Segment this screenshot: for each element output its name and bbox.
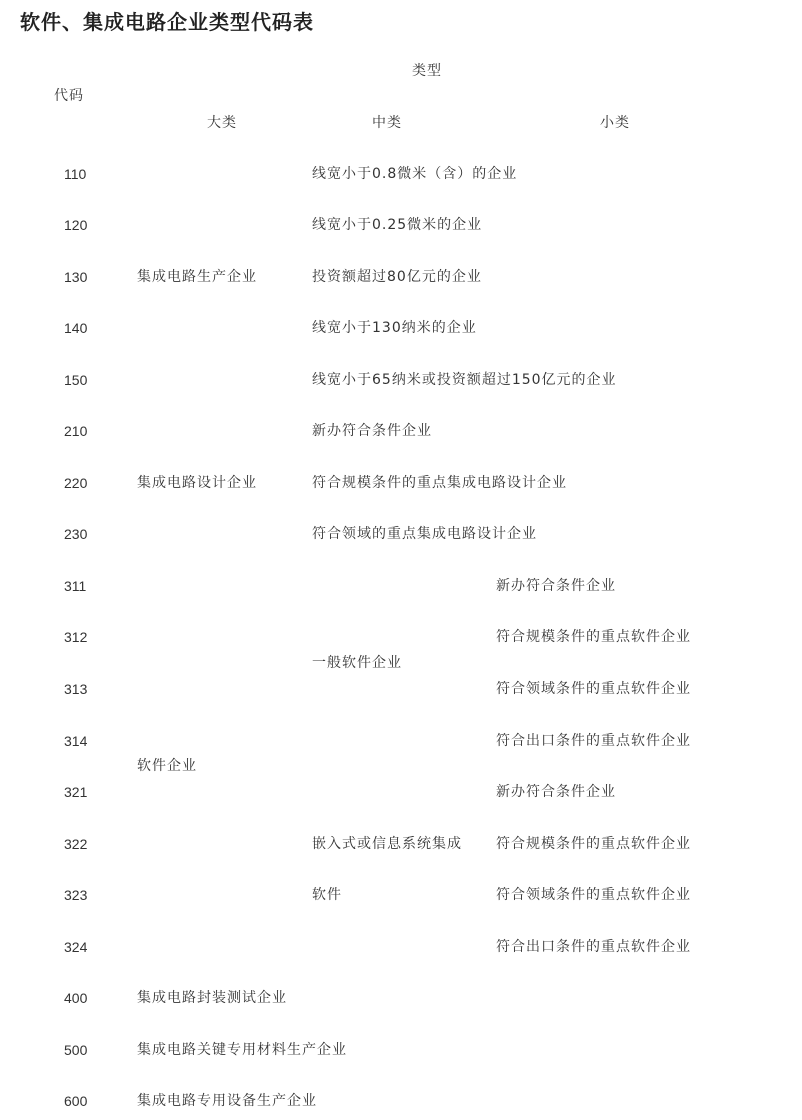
minor-category-cell: 符合出口条件的重点软件企业 bbox=[496, 733, 691, 749]
code-cell: 210 bbox=[64, 423, 88, 439]
code-cell: 322 bbox=[64, 836, 88, 852]
minor-category-cell: 符合规模条件的重点软件企业 bbox=[496, 836, 691, 852]
code-cell: 312 bbox=[64, 629, 88, 645]
code-cell: 140 bbox=[64, 320, 88, 336]
code-cell: 220 bbox=[64, 475, 88, 491]
code-cell: 120 bbox=[64, 217, 88, 233]
minor-category-cell: 新办符合条件企业 bbox=[496, 784, 616, 800]
code-cell: 323 bbox=[64, 887, 88, 903]
major-category-cell: 集成电路设计企业 bbox=[137, 475, 257, 491]
middle-category-cell: 线宽小于0.8微米（含）的企业 bbox=[312, 166, 518, 182]
middle-category-cell: 一般软件企业 bbox=[312, 655, 402, 671]
middle-category-cell: 符合领域的重点集成电路设计企业 bbox=[312, 526, 537, 542]
minor-category-cell: 符合领域条件的重点软件企业 bbox=[496, 681, 691, 697]
minor-category-cell: 新办符合条件企业 bbox=[496, 578, 616, 594]
code-cell: 311 bbox=[64, 578, 87, 594]
header-minor: 小类 bbox=[600, 115, 630, 131]
code-cell: 313 bbox=[64, 681, 88, 697]
minor-category-cell: 符合领域条件的重点软件企业 bbox=[496, 887, 691, 903]
code-cell: 600 bbox=[64, 1093, 88, 1109]
code-cell: 500 bbox=[64, 1042, 88, 1058]
code-cell: 314 bbox=[64, 733, 88, 749]
page-title: 软件、集成电路企业类型代码表 bbox=[20, 10, 314, 34]
middle-category-cell: 新办符合条件企业 bbox=[312, 423, 432, 439]
major-category-cell: 集成电路关键专用材料生产企业 bbox=[137, 1042, 347, 1058]
middle-category-cell: 软件 bbox=[312, 887, 342, 903]
header-code: 代码 bbox=[54, 88, 84, 104]
header-type: 类型 bbox=[412, 63, 442, 79]
header-middle: 中类 bbox=[372, 115, 402, 131]
middle-category-cell: 嵌入式或信息系统集成 bbox=[312, 836, 462, 852]
code-cell: 321 bbox=[64, 784, 88, 800]
code-cell: 324 bbox=[64, 939, 88, 955]
middle-category-cell: 线宽小于0.25微米的企业 bbox=[312, 217, 483, 233]
middle-category-cell: 线宽小于65纳米或投资额超过150亿元的企业 bbox=[312, 372, 617, 388]
minor-category-cell: 符合出口条件的重点软件企业 bbox=[496, 939, 691, 955]
major-category-cell: 集成电路封装测试企业 bbox=[137, 990, 287, 1006]
middle-category-cell: 线宽小于130纳米的企业 bbox=[312, 320, 477, 336]
header-major: 大类 bbox=[207, 115, 237, 131]
major-category-cell: 集成电路专用设备生产企业 bbox=[137, 1093, 317, 1109]
code-cell: 150 bbox=[64, 372, 88, 388]
middle-category-cell: 符合规模条件的重点集成电路设计企业 bbox=[312, 475, 567, 491]
major-category-cell: 软件企业 bbox=[137, 758, 197, 774]
code-cell: 110 bbox=[64, 166, 87, 182]
minor-category-cell: 符合规模条件的重点软件企业 bbox=[496, 629, 691, 645]
major-category-cell: 集成电路生产企业 bbox=[137, 269, 257, 285]
middle-category-cell: 投资额超过80亿元的企业 bbox=[312, 269, 482, 285]
code-cell: 130 bbox=[64, 269, 88, 285]
code-cell: 400 bbox=[64, 990, 88, 1006]
code-cell: 230 bbox=[64, 526, 88, 542]
